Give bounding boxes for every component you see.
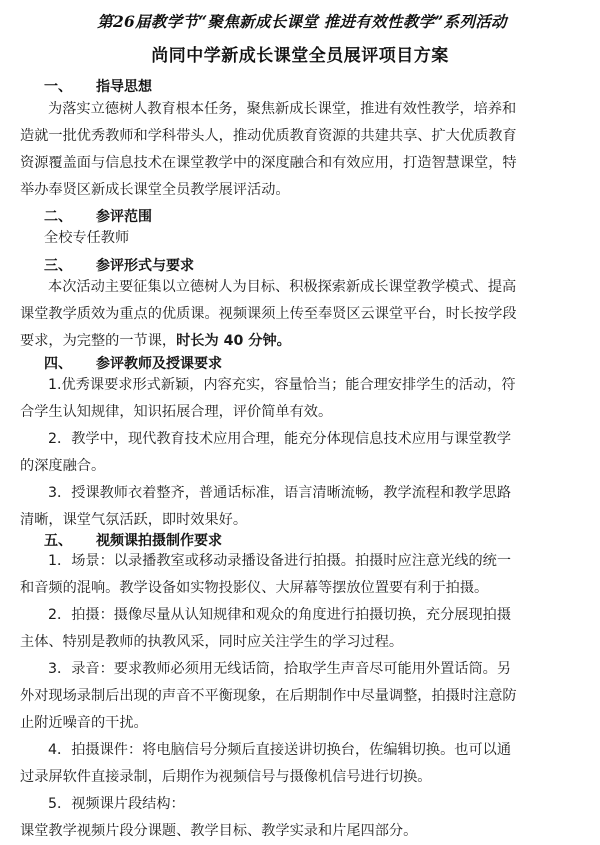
- paragraph-line: 清晰，课堂气氛活跃，即时效果好。: [20, 512, 248, 528]
- paragraph-line: 本次活动主要征集以立德树人为目标、积极探索新成长课堂教学模式、提高: [48, 279, 517, 295]
- paragraph-line: 主体、特别是教师的执教风采，同时应关注学生的学习过程。: [20, 634, 404, 650]
- section-number: 二、: [44, 209, 72, 225]
- section-title: 参评教师及授课要求: [96, 356, 222, 372]
- section-title: 视频课拍摄制作要求: [96, 533, 222, 549]
- section-heading-4: [44, 353, 222, 373]
- paragraph-line: 3．授课教师衣着整齐，普通话标准，语言清晰流畅，教学流程和教学思路: [48, 485, 512, 501]
- section-body-1: [20, 96, 580, 204]
- paragraph-line: 课堂教学质效为重点的优质课。视频课须上传至奉贤区云课堂平台，时长按学段: [20, 306, 517, 322]
- section-number: 三、: [44, 258, 72, 274]
- paragraph-line: 合学生认知规律，知识拓展合理，评价简单有效。: [20, 404, 333, 420]
- section-heading-5: [44, 530, 222, 550]
- paragraph-line: 举办奉贤区新成长课堂全员教学展评活动。: [20, 182, 290, 198]
- paragraph-line: 课堂教学视频片段分课题、教学目标、教学实录和片尾四部分。: [20, 823, 418, 839]
- section-heading-3: [44, 255, 194, 275]
- paragraph-line: 止附近噪音的干扰。: [20, 715, 148, 731]
- paragraph-line: 5．视频课片段结构：: [48, 796, 185, 812]
- paragraph-line: [20, 328, 580, 355]
- paragraph-line: 2．拍摄：摄像尽量从认知规律和观众的角度进行拍摄切换，充分展现拍摄: [48, 607, 512, 623]
- section-body-2: 全校专任教师: [44, 230, 130, 246]
- section-number: 五、: [44, 533, 72, 549]
- section-body-3: [20, 274, 580, 355]
- paragraph-line: 4．拍摄课件：将电脑信号分频后直接送讲切换台，佐编辑切换。也可以通: [48, 742, 512, 758]
- paragraph-line: 1．场景：以录播教室或移动录播设备进行拍摄。拍摄时应注意光线的统一: [48, 553, 512, 569]
- section-title: 参评形式与要求: [96, 258, 194, 274]
- paragraph-text: 要求，为完整的一节课，: [20, 333, 177, 349]
- section-title: 指导思想: [96, 79, 152, 95]
- paragraph-line: 过录屏软件直接录制，后期作为视频信号与摄像机信号进行切换。: [20, 769, 432, 785]
- page-title: 尚同中学新成长课堂全员展评项目方案: [151, 46, 449, 66]
- paragraph-line: 资源覆盖面与信息技术在课堂教学中的深度融合和有效应用，打造智慧课堂，特: [20, 155, 517, 171]
- paragraph-line: 为落实立德树人教育根本任务，聚焦新成长课堂，推进有效性教学，培养和: [48, 101, 517, 117]
- paragraph-line: 1.优秀课要求形式新颖，内容充实，容量恰当；能合理安排学生的活动，符: [48, 377, 516, 393]
- paragraph-line: 3．录音：要求教师必须用无线话筒，拾取学生声音尽可能用外置话筒。另: [48, 661, 512, 677]
- event-banner: 第26届教学节“聚焦新成长课堂 推进有效性教学”系列活动: [97, 12, 507, 31]
- paragraph-line: 和音频的混响。教学设备如实物投影仪、大屏幕等摆放位置要有利于拍摄。: [20, 580, 489, 596]
- section-number: 四、: [44, 356, 72, 372]
- section-heading-2: [44, 206, 152, 226]
- duration-emphasis: 时长为 40 分钟。: [176, 333, 291, 349]
- section-title: 参评范围: [96, 209, 152, 225]
- paragraph-line: 的深度融合。: [20, 458, 106, 474]
- paragraph-line: 外对现场录制后出现的声音不平衡现象，在后期制作中尽量调整，拍摄时注意防: [20, 688, 517, 704]
- section-body-5: [20, 548, 580, 845]
- section-heading-1: [44, 76, 152, 96]
- section-number: 一、: [44, 79, 72, 95]
- paragraph-line: 造就一批优秀教师和学科带头人，推动优质教育资源的共建共享、扩大优质教育: [20, 128, 517, 144]
- paragraph-line: 2．教学中，现代教育技术应用合理，能充分体现信息技术应用与课堂教学: [48, 431, 512, 447]
- section-body-4: [20, 372, 580, 534]
